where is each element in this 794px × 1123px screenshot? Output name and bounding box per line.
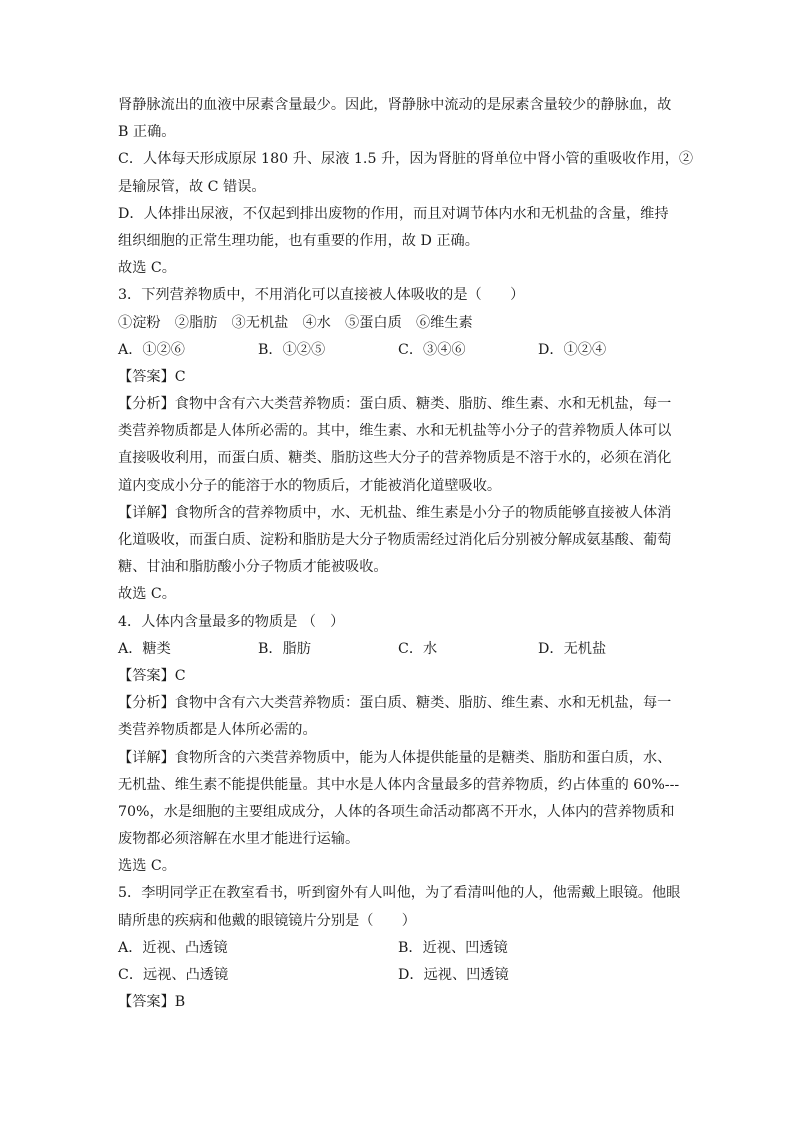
- answer: 【答案】C: [118, 667, 186, 684]
- analysis-line: 直接吸收利用，而蛋白质、糖类、脂肪这些大分子的营养物质是不溶于水的，必须在消化: [118, 450, 672, 467]
- option-b: B．脂肪: [258, 640, 311, 657]
- detail-line: 废物都必须溶解在水里才能进行运输。: [118, 831, 360, 848]
- detail-line: 70%，水是细胞的主要组成成分，人体的各项生命活动都离不开水，人体内的营养物质和: [118, 803, 675, 820]
- option-d-explanation: D．人体排出尿液，不仅起到排出废物的作用，而且对调节体内水和无机盐的含量，维持: [118, 205, 669, 222]
- question-2-tail: [118, 92, 694, 282]
- question-stem: 3．下列营养物质中，不用消化可以直接被人体吸收的是（ ）: [118, 287, 525, 304]
- option-d: D．①②④: [538, 341, 607, 358]
- option-c-explanation: C．人体每天形成原尿 180 升、尿液 1.5 升，因为肾脏的肾单位中肾小管的重吸收作用，②: [118, 151, 694, 168]
- option-a: A．①②⑥: [118, 341, 185, 358]
- option-c: C．③④⑥: [398, 341, 466, 358]
- option-d: D．无机盐: [538, 640, 607, 657]
- question-5: [118, 880, 681, 1016]
- conclusion: 选选 C。: [118, 858, 176, 875]
- option-c: C．远视、凸透镜: [118, 967, 229, 983]
- analysis-line: 道内变成小分子的能溶于水的物质后，才能被消化道壁吸收。: [118, 477, 502, 494]
- document-page: [118, 92, 694, 1016]
- analysis-line: 类营养物质都是人体所必需的。: [118, 722, 317, 739]
- question-items: ①淀粉 ②脂肪 ③无机盐 ④水 ⑤蛋白质 ⑥维生素: [118, 314, 473, 331]
- conclusion: 故选 C。: [118, 260, 176, 277]
- text-line: 肾静脉流出的血液中尿素含量最少。因此，肾静脉中流动的是尿素含量较少的静脉血，故: [118, 97, 672, 113]
- question-3: [118, 282, 678, 608]
- analysis-line: 【分析】食物中含有六大类营养物质：蛋白质、糖类、脂肪、维生素、水和无机盐，每一: [118, 396, 672, 413]
- detail-line: 【详解】食物所含的六类营养物质中，能为人体提供能量的是糖类、脂肪和蛋白质，水、: [118, 749, 672, 766]
- options-row: [118, 636, 678, 663]
- question-4: [118, 609, 678, 881]
- option-c: C．水: [398, 640, 438, 657]
- option-b: B．近视、凹透镜: [398, 939, 508, 956]
- analysis-line: 【分析】食物中含有六大类营养物质：蛋白质、糖类、脂肪、维生素、水和无机盐，每一: [118, 695, 672, 712]
- question-stem: 4．人体内含量最多的物质是 （ ）: [118, 613, 345, 630]
- text-line: 组织细胞的正常生理功能，也有重要的作用，故 D 正确。: [118, 232, 479, 249]
- question-stem: 5．李明同学正在教室看书，听到窗外有人叫他，为了看清叫他的人，他需戴上眼镜。他眼: [118, 885, 681, 902]
- conclusion: 故选 C。: [118, 586, 176, 603]
- option-b: B．①②⑤: [258, 341, 326, 358]
- options-row: [118, 935, 678, 962]
- options-row: [118, 962, 678, 989]
- option-d: D．远视、凹透镜: [398, 967, 509, 983]
- detail-line: 无机盐、维生素不能提供能量。其中水是人体内含量最多的营养物质，约占体重的 60%---: [118, 776, 680, 793]
- detail-line: 化道吸收，而蛋白质、淀粉和脂肪是大分子物质需经过消化后分别被分解成氨基酸、葡萄: [118, 532, 672, 548]
- text-line: B 正确。: [118, 124, 176, 141]
- options-row: [118, 337, 678, 364]
- answer: 【答案】C: [118, 368, 186, 385]
- question-stem: 睛所患的疾病和他戴的眼镜镜片分别是（ ）: [118, 912, 416, 929]
- option-a: A．近视、凸透镜: [118, 939, 228, 956]
- option-a: A．糖类: [118, 640, 171, 657]
- answer: 【答案】B: [118, 994, 186, 1011]
- analysis-line: 类营养物质都是人体所必需的。其中，维生素、水和无机盐等小分子的营养物质人体可以: [118, 423, 672, 440]
- detail-line: 糖、甘油和脂肪酸小分子物质才能被吸收。: [118, 559, 388, 576]
- detail-line: 【详解】食物所含的营养物质中，水、无机盐、维生素是小分子的物质能够直接被人体消: [118, 504, 672, 521]
- text-line: 是输尿管，故 C 错误。: [118, 178, 266, 195]
